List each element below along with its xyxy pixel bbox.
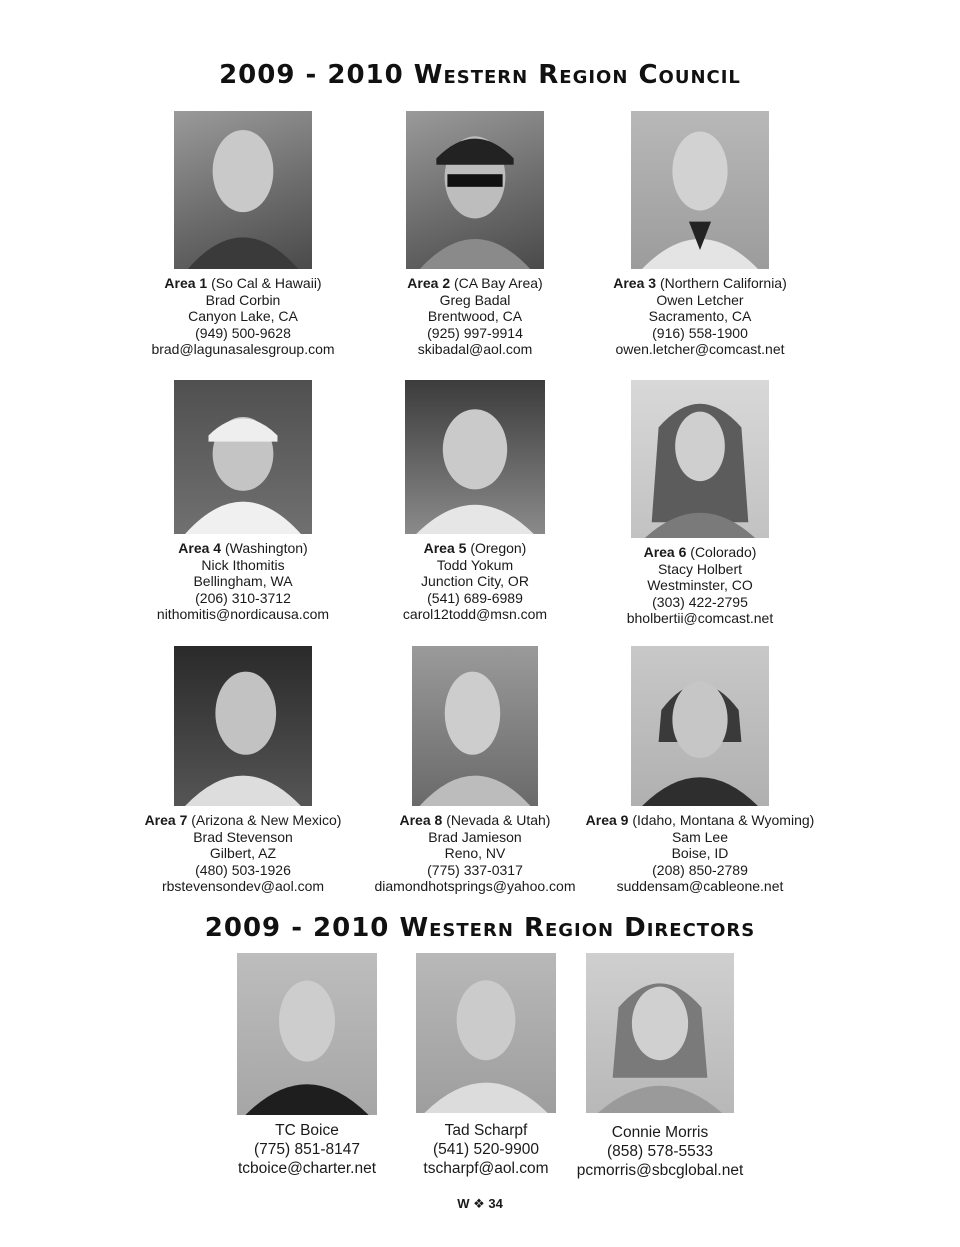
- member-name: Todd Yokum: [436, 556, 514, 573]
- area-label: Area 7: [144, 812, 188, 828]
- member-name: Brad Corbin: [205, 291, 281, 308]
- portrait-photo: [416, 953, 556, 1113]
- area-region: (Idaho, Montana & Wyoming): [632, 812, 815, 828]
- member-phone: (949) 500-9628: [195, 324, 291, 341]
- member-email[interactable]: owen.letcher@comcast.net: [615, 341, 785, 358]
- council-card-area-9: [580, 646, 820, 895]
- director-phone: (541) 520-9900: [433, 1141, 539, 1158]
- member-email[interactable]: brad@lagunasalesgroup.com: [151, 341, 335, 358]
- council-card-area-6: [600, 380, 800, 627]
- director-phone: (775) 851-8147: [254, 1141, 360, 1158]
- area-region: (Washington): [224, 540, 308, 556]
- member-name: Sam Lee: [671, 828, 729, 845]
- member-phone: (925) 997-9914: [427, 324, 523, 341]
- director-name: TC Boice: [275, 1122, 339, 1139]
- director-email[interactable]: tcboice@charter.net: [237, 1160, 377, 1177]
- council-card-area-1: [143, 111, 343, 358]
- area-label: Area 3: [613, 275, 657, 291]
- member-email[interactable]: bholbertii@comcast.net: [626, 610, 774, 627]
- member-phone: (208) 850-2789: [652, 861, 748, 878]
- member-phone: (206) 310-3712: [195, 589, 291, 606]
- member-email[interactable]: rbstevensondev@aol.com: [161, 878, 325, 895]
- portrait-photo: [631, 111, 769, 269]
- member-email[interactable]: suddensam@cableone.net: [616, 878, 784, 895]
- area-region: (Northern California): [659, 275, 787, 291]
- member-email[interactable]: skibadal@aol.com: [417, 341, 533, 358]
- member-name: Brad Stevenson: [193, 828, 293, 845]
- portrait-photo: [174, 111, 312, 269]
- member-phone: (480) 503-1926: [195, 861, 291, 878]
- portrait-photo: [631, 646, 769, 806]
- area-label: Area 9: [585, 812, 629, 828]
- member-phone: (541) 689-6989: [427, 589, 523, 606]
- council-heading: 2009 - 2010 Western Region Council: [219, 60, 741, 90]
- council-card-area-5: [375, 380, 575, 623]
- member-city: Westminster, CO: [647, 577, 753, 594]
- member-name: Nick Ithomitis: [201, 556, 285, 573]
- council-card-area-4: [143, 380, 343, 623]
- member-phone: (775) 337-0317: [427, 861, 523, 878]
- portrait-photo: [412, 646, 538, 806]
- area-region: (Colorado): [690, 544, 757, 560]
- member-email[interactable]: carol12todd@msn.com: [402, 606, 548, 623]
- area-region: (So Cal & Hawaii): [211, 275, 322, 291]
- portrait-photo: [174, 380, 312, 534]
- council-card-area-7: [133, 646, 353, 895]
- director-card-1: [207, 953, 407, 1178]
- council-card-area-3: [600, 111, 800, 358]
- area-region: (Arizona & New Mexico): [191, 812, 342, 828]
- council-card-area-8: [365, 646, 585, 895]
- portrait-photo: [237, 953, 377, 1115]
- area-label: Area 4: [178, 540, 222, 556]
- council-card-area-2: [375, 111, 575, 358]
- member-city: Canyon Lake, CA: [188, 308, 298, 325]
- director-email[interactable]: pcmorris@sbcglobal.net: [576, 1162, 744, 1179]
- page-number: W ❖ 34: [457, 1196, 503, 1211]
- area-region: (Nevada & Utah): [446, 812, 551, 828]
- area-label: Area 1: [164, 275, 208, 291]
- member-name: Owen Letcher: [656, 291, 744, 308]
- area-label: Area 8: [399, 812, 443, 828]
- member-city: Boise, ID: [671, 845, 729, 862]
- member-phone: (303) 422-2795: [652, 593, 748, 610]
- member-city: Sacramento, CA: [648, 308, 752, 325]
- member-city: Reno, NV: [444, 845, 506, 862]
- director-phone: (858) 578-5533: [607, 1143, 713, 1160]
- portrait-photo: [174, 646, 312, 806]
- director-card-2: [386, 953, 586, 1178]
- member-name: Stacy Holbert: [657, 560, 743, 577]
- director-email[interactable]: tscharpf@aol.com: [423, 1160, 549, 1177]
- portrait-photo: [631, 380, 769, 538]
- area-region: (Oregon): [470, 540, 527, 556]
- director-name: Connie Morris: [611, 1124, 709, 1141]
- member-email[interactable]: diamondhotsprings@yahoo.com: [374, 878, 576, 895]
- directors-heading: 2009 - 2010 Western Region Directors: [204, 913, 756, 943]
- area-label: Area 6: [643, 544, 687, 560]
- member-phone: (916) 558-1900: [652, 324, 748, 341]
- member-city: Junction City, OR: [421, 573, 529, 590]
- director-card-3: [560, 953, 760, 1180]
- member-city: Gilbert, AZ: [209, 845, 277, 862]
- portrait-photo: [406, 111, 544, 269]
- member-name: Greg Badal: [439, 291, 511, 308]
- area-region: (CA Bay Area): [454, 275, 543, 291]
- area-label: Area 2: [407, 275, 451, 291]
- director-name: Tad Scharpf: [444, 1122, 528, 1139]
- member-city: Bellingham, WA: [193, 573, 293, 590]
- area-label: Area 5: [423, 540, 467, 556]
- portrait-photo: [405, 380, 545, 534]
- member-email[interactable]: nithomitis@nordicausa.com: [156, 606, 330, 623]
- portrait-photo: [586, 953, 734, 1113]
- member-name: Brad Jamieson: [428, 828, 522, 845]
- member-city: Brentwood, CA: [427, 308, 523, 325]
